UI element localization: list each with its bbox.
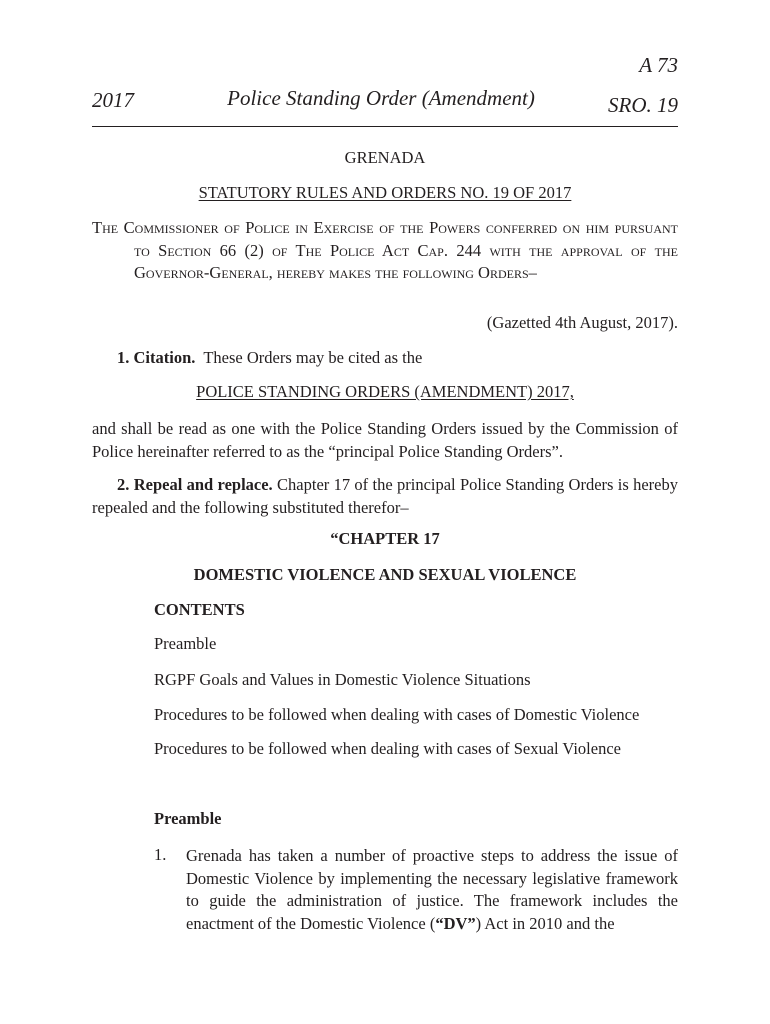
header-title: Police Standing Order (Amendment) <box>227 86 535 110</box>
section-1-citation <box>117 348 422 368</box>
contents-item: Preamble <box>154 634 217 653</box>
preamble-item-number: 1. <box>154 845 167 864</box>
enacting-clause: The Commissioner of Police in Exercise of the Powers conferred on him pursuant to Section 66 (2) of The Police Act Cap. 244 with the approval of the Governor-General, hereby makes the following Orders– <box>92 218 678 282</box>
section-1-text: These Orders may be cited as the <box>203 348 423 367</box>
section-1-heading: 1. Citation. <box>117 348 196 367</box>
preamble-item-text <box>186 845 678 935</box>
page-number: A 73 <box>639 53 678 77</box>
section-1-continuation: and shall be read as one with the Police Standing Orders issued by the Commission of Police hereinafter referred to as the “principal Police Standing Orders”. <box>92 419 678 461</box>
preamble-heading: Preamble <box>154 809 222 828</box>
preamble-text-part: Grenada has taken a number of proactive steps to address the issue of Domestic Violence by implementing the necessary legislative framework to guide the administration of justice. The framework includes the enactment of the Domestic Violence ( <box>186 846 678 933</box>
dv-abbreviation: “DV” <box>435 913 476 933</box>
gazetted-date: (Gazetted 4th August, 2017). <box>486 313 678 332</box>
country-heading: GRENADA <box>344 148 426 167</box>
preamble-text-part: ) Act in 2010 and the <box>475 913 615 933</box>
contents-heading: CONTENTS <box>154 600 245 619</box>
header-sro-number: SRO. 19 <box>608 93 678 117</box>
header-year: 2017 <box>92 88 134 112</box>
short-title: POLICE STANDING ORDERS (AMENDMENT) 2017, <box>196 382 574 401</box>
contents-item: Procedures to be followed when dealing with cases of Domestic Violence <box>154 705 640 724</box>
contents-item: Procedures to be followed when dealing with cases of Sexual Violence <box>154 739 621 758</box>
section-2-text: Chapter 17 of the principal Police Standing Orders is hereby repealed and the following substituted therefor– <box>92 475 679 517</box>
header-rule <box>92 126 678 127</box>
contents-item: RGPF Goals and Values in Domestic Violence Situations <box>154 670 531 689</box>
chapter-subtitle: DOMESTIC VIOLENCE AND SEXUAL VIOLENCE <box>193 565 577 584</box>
chapter-title: “CHAPTER 17 <box>330 529 440 548</box>
sro-title: STATUTORY RULES AND ORDERS NO. 19 OF 2017 <box>198 183 572 202</box>
section-2-repeal <box>92 474 678 519</box>
section-2-heading: 2. Repeal and replace. <box>117 475 273 494</box>
